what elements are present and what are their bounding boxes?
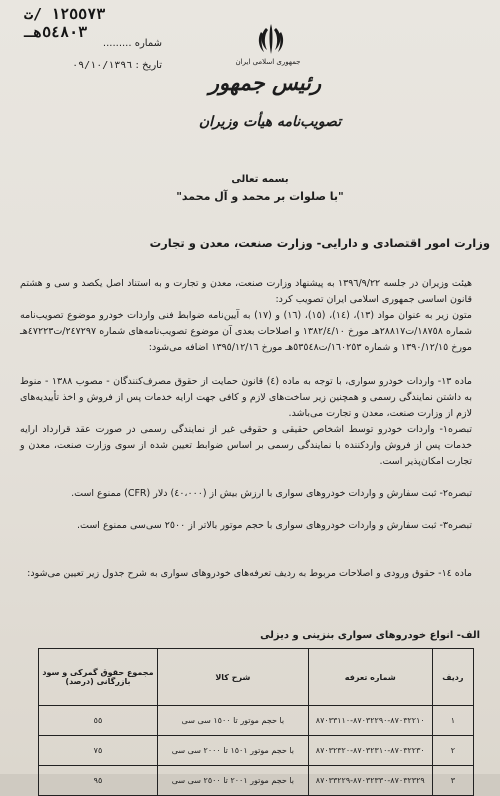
cell-duty-percent: ٩٥: [39, 766, 158, 796]
shomare-line: شماره .........: [102, 38, 162, 49]
paragraph-note-3: تبصره٣- ثبت سفارش و واردات خودروهای سواری با حجم موتور بالاتر از ٢٥٠٠ سی‌سی ممنوع است.: [77, 520, 472, 531]
salavat-line: "با صلوات بر محمد و آل محمد": [176, 190, 344, 203]
office-subtitle: تصویب‌نامه هیأت وزیران: [198, 114, 342, 130]
paragraph-intro: هیئت وزیران در جلسه ١٣٩٦/٩/٢٢ به پیشنهاد وزارت صنعت، معدن و تجارت و به استناد اصل یکصد و سی و هشتم قانون اساسی جمهوری اسلامی ایران تصویب کرد:: [20, 278, 472, 305]
cell-duty-percent: ٥٥: [39, 706, 158, 736]
table-row: [39, 736, 474, 766]
table-header-row: [39, 649, 474, 706]
republic-label: جمهوری اسلامی ایران: [235, 58, 301, 66]
cell-radif: ٣: [432, 766, 473, 796]
paragraph-note-1: تبصره١- واردات خودرو توسط اشخاص حقیقی و حقوقی غیر از نمایندگی رسمی در صورت عقد قرارداد ارایه خدمات پس از فروش واردکننده با نمایندگی رسمی بر اساس ضوابط تعیین شده از سوی وزارت صنعت، معدن و تجارت امکان‌پذیر است.: [20, 424, 472, 467]
cell-description: با حجم موتور ١٥٠١ تا ٢٠٠٠ سی سی: [157, 736, 308, 766]
section-title: الف- انواع خودروهای سواری بنزینی و دیزلی: [260, 630, 480, 641]
tarikh-label: تاریخ: [142, 60, 162, 71]
bismillah-line: بسمه تعالی: [231, 174, 289, 185]
cell-radif: ٢: [432, 736, 473, 766]
header-description: شرح کالا: [157, 649, 308, 706]
tariff-table: [38, 648, 474, 796]
header-radif: ردیف: [432, 649, 473, 706]
shomare-label: شماره: [134, 38, 162, 49]
cell-description: با حجم موتور تا ١٥٠٠ سی سی: [157, 706, 308, 736]
header-tariff-number: شماره تعرفه: [308, 649, 432, 706]
paragraph-note-2: تبصره٢- ثبت سفارش و واردات خودروهای سواری با ارزش بیش از (٤٠،٠٠٠) دلار (CFR) ممنوع است.: [71, 488, 472, 499]
cell-description: با حجم موتور ٢٠٠١ تا ٢٥٠٠ سی سی: [157, 766, 308, 796]
table-row: [39, 766, 474, 796]
cell-tariff-number: ٨٧٠٣٢٢١٠-٨٧٠٣٢٢٩٠-٨٧٠٣٣١١٠: [308, 706, 432, 736]
tarikh-line: تاریخ : ٠٩/١٠/١٣٩٦: [72, 60, 162, 71]
paragraph-article-13: ماده ١٣- واردات خودرو سواری، با توجه به ماده (٤) قانون حمایت از حقوق مصرف‌کنندگان - مصوب ١٣٨٨ - منوط به داشتن نمایندگی رسمی و همچنین زیر ساخت‌های لازم و کافی جهت ارایه خدمات پس از فروش و اخذ تأییدیه‌های لازم از وزارت صنعت، معدن و تجارت می‌باشد.: [20, 376, 473, 419]
header-duty-percent: مجموع حقوق گمرکی و سود بازرگانی (درصد): [39, 649, 158, 706]
iran-emblem-icon: [256, 22, 286, 56]
tarikh-value: ٠٩/١٠/١٣٩٦: [72, 60, 133, 71]
office-title: رئیس جمهور: [208, 70, 322, 95]
addressee-line: وزارت امور اقتصادی و دارایی- وزارت صنعت، معدن و تجارت: [149, 236, 490, 250]
cell-tariff-number: ٨٧٠٣٢٢٣٠-٨٧٠٣٢٣١٠-٨٧٠٣٢٣٢٠: [308, 736, 432, 766]
paragraph-article-14: ماده ١٤- حقوق ورودی و اصلاحات مربوط به ردیف تعرفه‌های خودروهای سواری به شرح جدول زیر تعیین می‌شود:: [27, 568, 472, 579]
cell-radif: ١: [432, 706, 473, 736]
table-row: [39, 706, 474, 736]
cell-duty-percent: ٧٥: [39, 736, 158, 766]
paragraph-amendment: متون زیر به عنوان مواد (١٣)، (١٤)، (١٥)، (١٦) و (١٧) به آیین‌نامه ضوابط فنی واردات خودرو موضوع تصویب‌نامه شماره ١٨٧٥٨/ت٢٨٨١٧هـ مورخ ١٣٨٢/٤/١٠ و اصلاحات بعدی آن موضوع تصویب‌نامه‌های شماره ٢٤٧٢٩٧/ت٤٧٢٢٣هـ مورخ ١٣٩٠/١٢/١٥ و شماره ١٦٠٢٥٣/ت٥٣٥٤٨هـ مورخ ١٣٩٥/١٢/١٦ اضافه می‌شود:: [20, 310, 473, 353]
letter-number-stamp: ١٢٥٥٧٣ /ت ٥٤٨٠٣هـ: [24, 5, 106, 41]
cell-tariff-number: ٨٧٠٣٢٣٢٩-٨٧٠٣٢٣٣٠-٨٧٠٣٣٢٢٩: [308, 766, 432, 796]
